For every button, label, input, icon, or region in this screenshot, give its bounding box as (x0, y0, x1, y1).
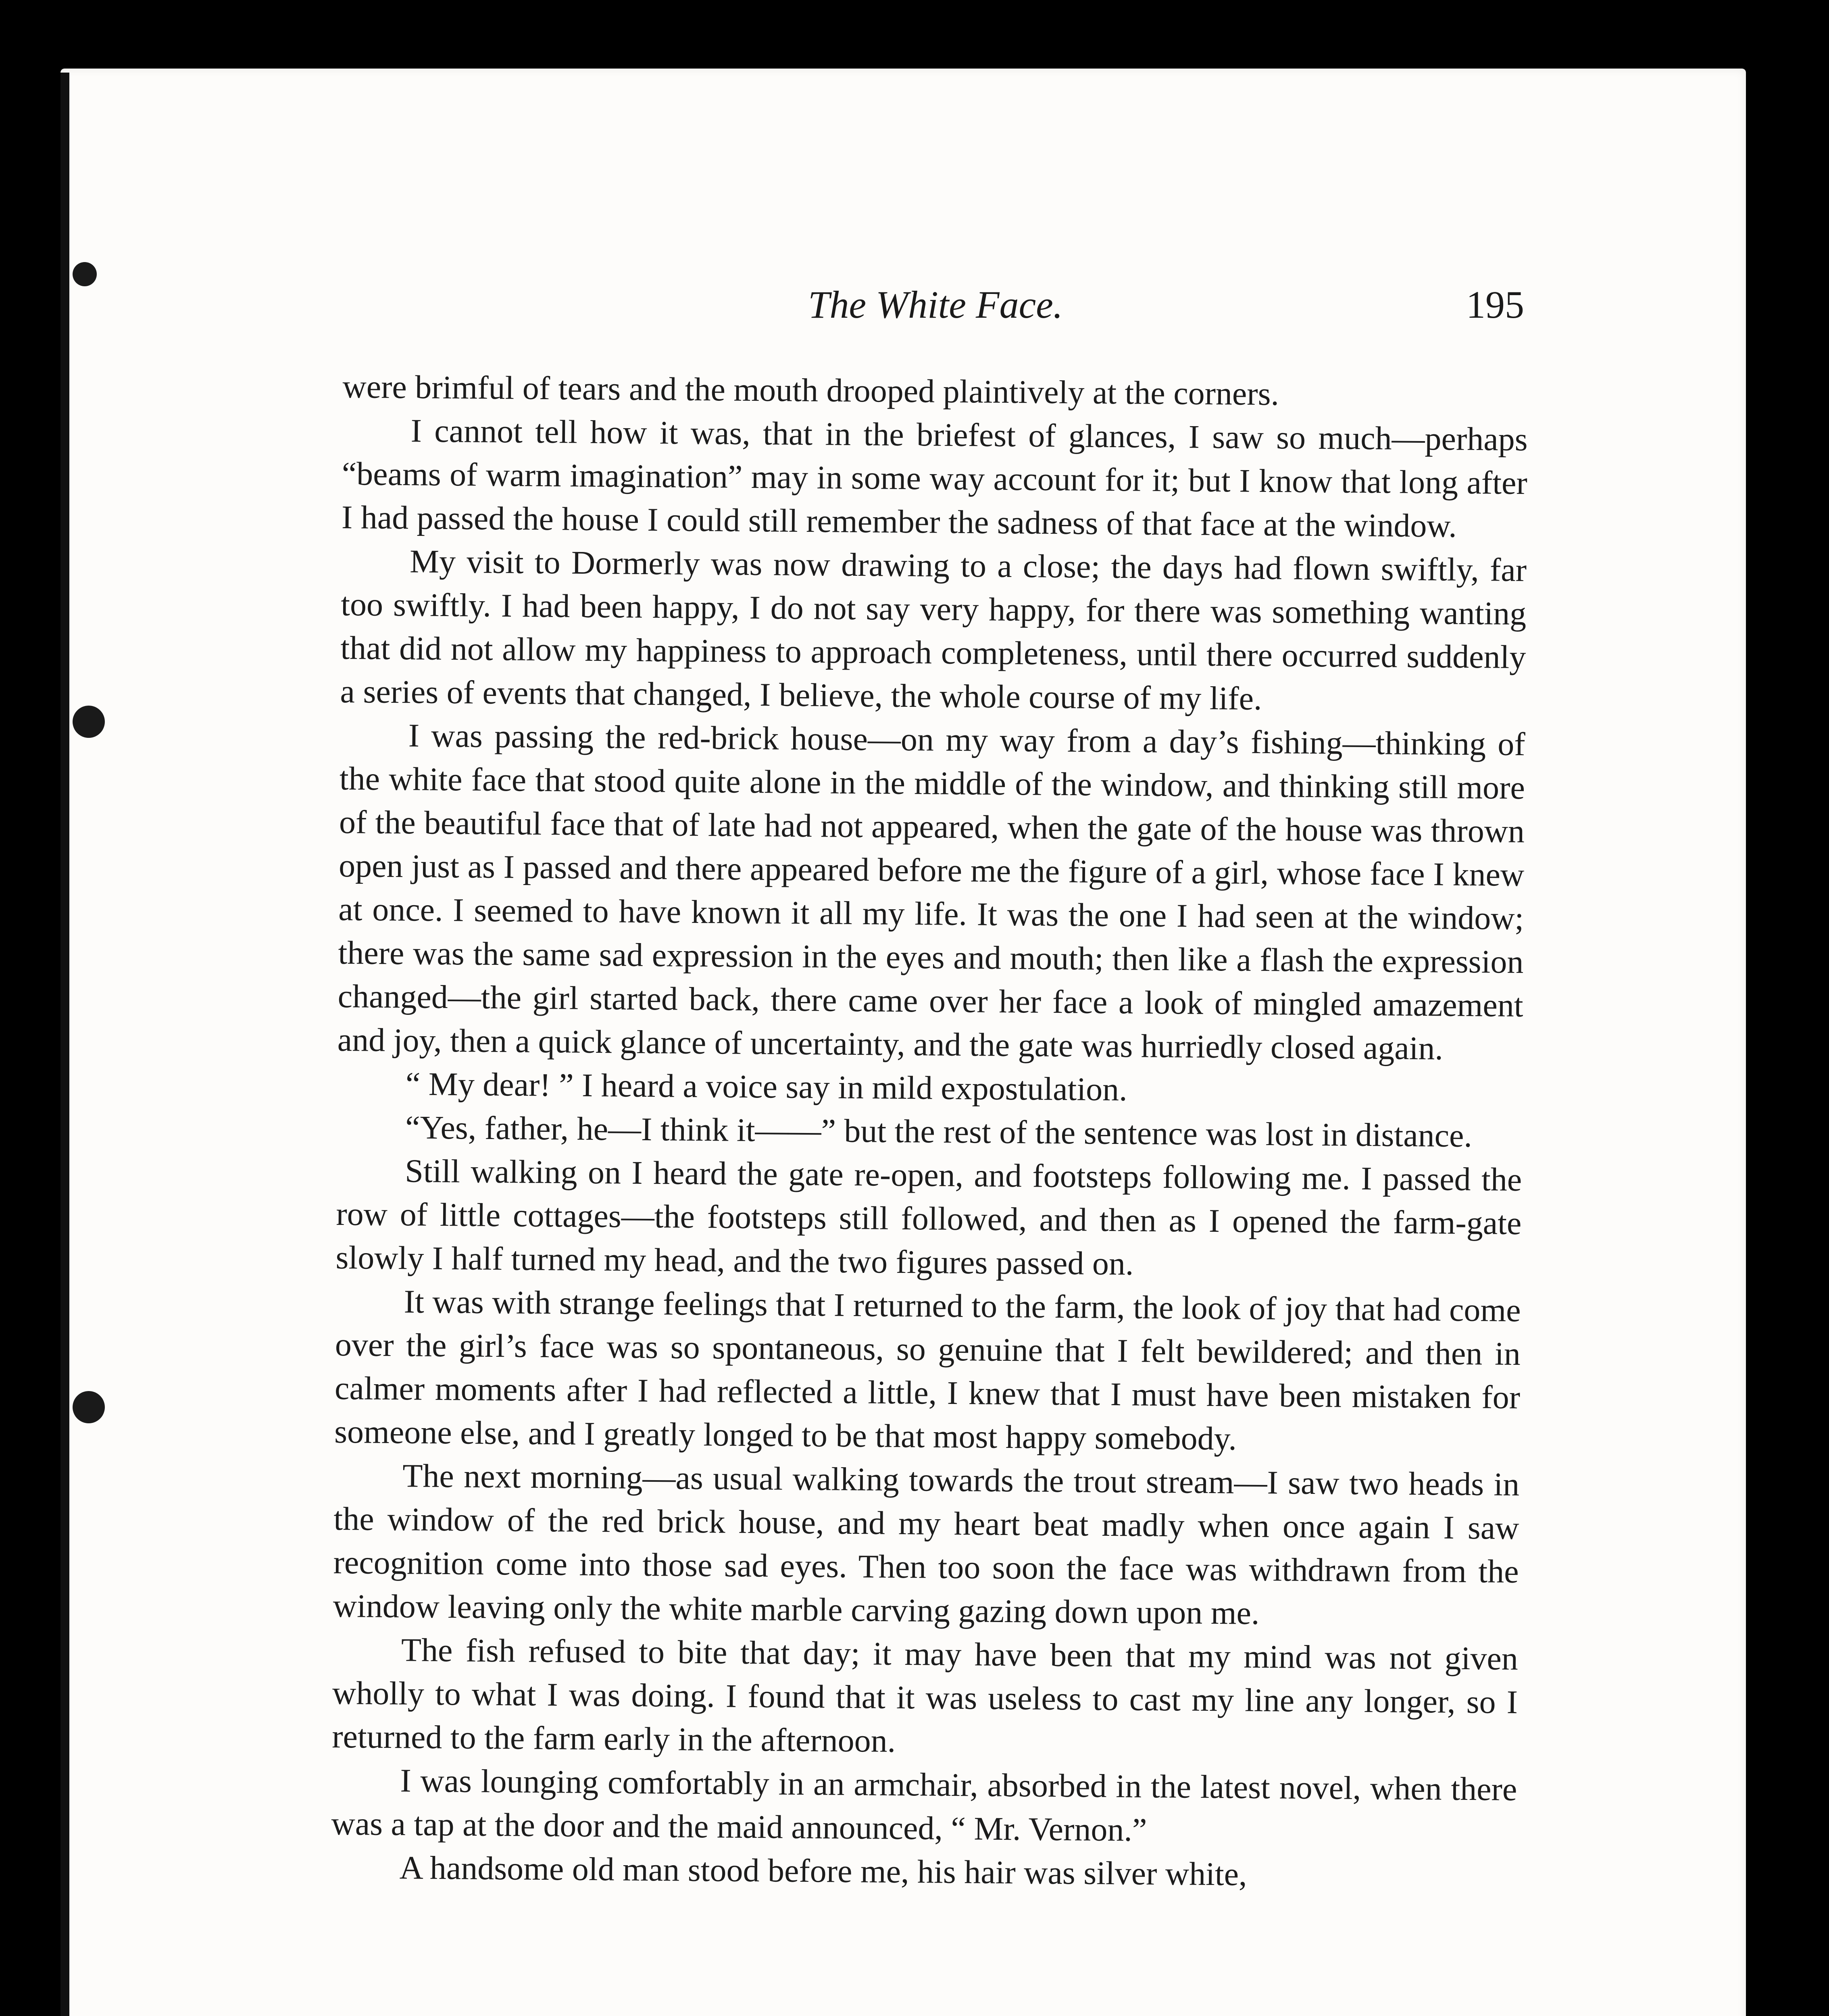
paragraph: My visit to Dormerly was now drawing to a close; the days had flown swiftly, far too swiftly. I had been happy, I do not say very happy, for there was something wanting that did not allow my happiness to approach completeness, until there occurred suddenly a series of events that changed, I believe, the whole course of my life. (340, 543, 1527, 717)
binding-thread (73, 262, 97, 286)
body-text (331, 365, 1528, 1898)
paragraph: I cannot tell how it was, that in the briefest of glances, I saw so much—perhaps “beams of warm imagination” may in some way account for it; but I know that long after I had passed the house I could still remember the sadness of that face at the window. (341, 412, 1528, 544)
running-title: The White Face. (808, 283, 1063, 326)
paragraph: The fish refused to bite that day; it may have been that my mind was not given wholly to what I was doing. I found that it was useless to cast my line any longer, so I returned to the farm early in the afternoon. (331, 1631, 1519, 1759)
page-number: 195 (1466, 283, 1524, 326)
binding-thread (73, 706, 105, 738)
binding-thread (73, 1391, 105, 1423)
paragraph: “ My dear! ” I heard a voice say in mild expostulation. (405, 1065, 1128, 1108)
paragraph: A handsome old man stood before me, his hair was silver white, (399, 1849, 1248, 1893)
paragraph: Still walking on I heard the gate re-open, and footsteps following me. I passed the row of little cottages—the footsteps still followed, and then as I opened the farm-gate slowly I half turned my head, and the two figures passed on. (335, 1152, 1522, 1282)
binding-edge (60, 73, 69, 2016)
paragraph: were brimful of tears and the mouth drooped plaintively at the corners. (342, 368, 1279, 412)
paragraph: I was lounging comfortably in an armchair, absorbed in the latest novel, when there was a tap at the door and the maid announced, “ Mr. Vernon.” (331, 1762, 1517, 1848)
paragraph: The next morning—as usual walking towards the trout stream—I saw two heads in the window of the red brick house, and my heart beat madly when once again I saw recognition come into those sad eyes. Then too soon the face was withdrawn from the window leaving only the white marble carving gazing down upon me. (333, 1457, 1520, 1631)
paragraph: “Yes, father, he—I think it——” but the rest of the sentence was lost in distance. (405, 1109, 1473, 1154)
paragraph: I was passing the red-brick house—on my way from a day’s fishing—thinking of the white face that stood quite alone in the middle of the window, and thinking still more of the beautiful face that of late had not appeared, when the gate of the house was thrown open just as I passed and there appeared before me the figure of a girl, whose face I knew at once. I seemed to have known it all my life. It was the one I had seen at the window; there was the same sad expression in the eyes and mouth; then like a flash the expression changed—the girl started back, there came over her face a look of mingled amazement and joy, then a quick glance of uncertainty, and the gate was hurriedly closed again. (337, 717, 1526, 1067)
paragraph: It was with strange feelings that I returned to the farm, the look of joy that had come over the girl’s face was so spontaneous, so genuine that I felt bewildered; and then in calmer moments after I had reflected a little, I knew that I must have been mistaken for someone else, and I greatly longed to be that most happy somebody. (334, 1283, 1521, 1457)
page-header (347, 282, 1524, 339)
